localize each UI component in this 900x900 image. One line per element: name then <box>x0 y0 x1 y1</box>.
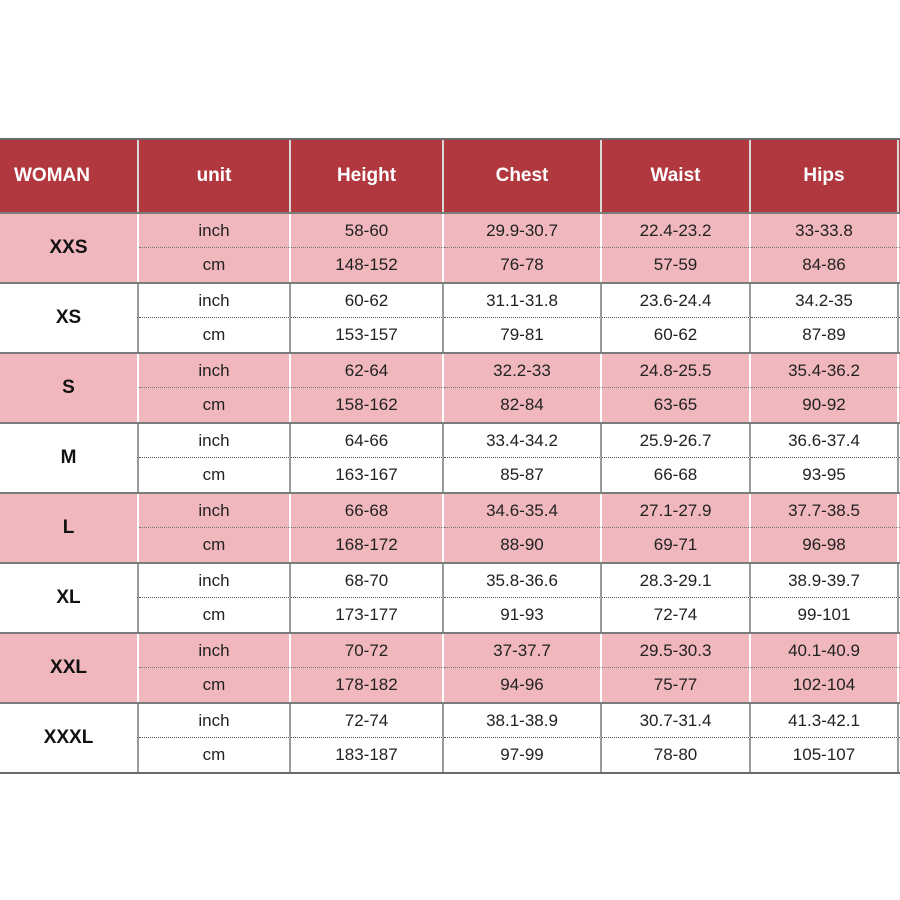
header-waist: Waist <box>602 140 751 212</box>
unit-cell: cm <box>139 738 291 772</box>
waist-cell: 29.5-30.3 <box>602 634 751 668</box>
chest-cell: 79-81 <box>444 318 602 352</box>
unit-cell: cm <box>139 668 291 702</box>
waist-cell: 24.8-25.5 <box>602 354 751 388</box>
hips-cell: 33-33.8 <box>751 214 899 248</box>
chest-cell: 88-90 <box>444 528 602 562</box>
hips-cell: 40.1-40.9 <box>751 634 899 668</box>
height-cell: 72-74 <box>291 704 444 738</box>
hips-cell: 41.3-42.1 <box>751 704 899 738</box>
size-label: L <box>0 494 139 562</box>
waist-cell: 30.7-31.4 <box>602 704 751 738</box>
waist-cell: 22.4-23.2 <box>602 214 751 248</box>
unit-cell: inch <box>139 704 291 738</box>
unit-cell: inch <box>139 634 291 668</box>
chest-cell: 37-37.7 <box>444 634 602 668</box>
unit-cell: inch <box>139 564 291 598</box>
waist-cell: 69-71 <box>602 528 751 562</box>
chest-cell: 32.2-33 <box>444 354 602 388</box>
height-cell: 60-62 <box>291 284 444 318</box>
header-unit: unit <box>139 140 291 212</box>
size-label: M <box>0 424 139 492</box>
height-cell: 178-182 <box>291 668 444 702</box>
unit-cell: cm <box>139 598 291 632</box>
height-cell: 183-187 <box>291 738 444 772</box>
size-label: XL <box>0 564 139 632</box>
waist-cell: 28.3-29.1 <box>602 564 751 598</box>
size-row-xxs <box>0 212 900 282</box>
height-cell: 168-172 <box>291 528 444 562</box>
hips-cell: 93-95 <box>751 458 899 492</box>
size-row-xl <box>0 562 900 632</box>
chest-cell: 33.4-34.2 <box>444 424 602 458</box>
unit-cell: inch <box>139 214 291 248</box>
size-row-xxl <box>0 632 900 702</box>
size-label: XXXL <box>0 704 139 772</box>
chest-cell: 85-87 <box>444 458 602 492</box>
height-cell: 153-157 <box>291 318 444 352</box>
chest-cell: 94-96 <box>444 668 602 702</box>
hips-cell: 37.7-38.5 <box>751 494 899 528</box>
hips-cell: 35.4-36.2 <box>751 354 899 388</box>
size-row-m <box>0 422 900 492</box>
waist-cell: 60-62 <box>602 318 751 352</box>
hips-cell: 90-92 <box>751 388 899 422</box>
header-height: Height <box>291 140 444 212</box>
chest-cell: 34.6-35.4 <box>444 494 602 528</box>
height-cell: 62-64 <box>291 354 444 388</box>
height-cell: 64-66 <box>291 424 444 458</box>
unit-cell: cm <box>139 318 291 352</box>
height-cell: 148-152 <box>291 248 444 282</box>
unit-cell: cm <box>139 458 291 492</box>
chest-cell: 97-99 <box>444 738 602 772</box>
hips-cell: 105-107 <box>751 738 899 772</box>
height-cell: 173-177 <box>291 598 444 632</box>
size-chart <box>0 138 900 774</box>
header-hips: Hips <box>751 140 899 212</box>
waist-cell: 66-68 <box>602 458 751 492</box>
chest-cell: 38.1-38.9 <box>444 704 602 738</box>
size-chart-header <box>0 140 900 212</box>
unit-cell: cm <box>139 528 291 562</box>
unit-cell: inch <box>139 354 291 388</box>
header-woman: WOMAN <box>0 140 139 212</box>
height-cell: 70-72 <box>291 634 444 668</box>
waist-cell: 57-59 <box>602 248 751 282</box>
hips-cell: 38.9-39.7 <box>751 564 899 598</box>
waist-cell: 25.9-26.7 <box>602 424 751 458</box>
size-row-s <box>0 352 900 422</box>
unit-cell: cm <box>139 248 291 282</box>
size-label: XXS <box>0 214 139 282</box>
size-chart-body <box>0 212 900 772</box>
size-row-xxxl <box>0 702 900 772</box>
hips-cell: 99-101 <box>751 598 899 632</box>
size-label: XXL <box>0 634 139 702</box>
unit-cell: inch <box>139 424 291 458</box>
hips-cell: 87-89 <box>751 318 899 352</box>
hips-cell: 96-98 <box>751 528 899 562</box>
waist-cell: 27.1-27.9 <box>602 494 751 528</box>
waist-cell: 78-80 <box>602 738 751 772</box>
hips-cell: 102-104 <box>751 668 899 702</box>
chest-cell: 76-78 <box>444 248 602 282</box>
height-cell: 58-60 <box>291 214 444 248</box>
chest-cell: 35.8-36.6 <box>444 564 602 598</box>
hips-cell: 34.2-35 <box>751 284 899 318</box>
waist-cell: 23.6-24.4 <box>602 284 751 318</box>
waist-cell: 63-65 <box>602 388 751 422</box>
size-label: S <box>0 354 139 422</box>
size-row-xs <box>0 282 900 352</box>
chest-cell: 91-93 <box>444 598 602 632</box>
unit-cell: inch <box>139 284 291 318</box>
unit-cell: cm <box>139 388 291 422</box>
chest-cell: 29.9-30.7 <box>444 214 602 248</box>
header-chest: Chest <box>444 140 602 212</box>
height-cell: 68-70 <box>291 564 444 598</box>
chest-cell: 82-84 <box>444 388 602 422</box>
height-cell: 163-167 <box>291 458 444 492</box>
unit-cell: inch <box>139 494 291 528</box>
size-label: XS <box>0 284 139 352</box>
waist-cell: 75-77 <box>602 668 751 702</box>
size-row-l <box>0 492 900 562</box>
chest-cell: 31.1-31.8 <box>444 284 602 318</box>
waist-cell: 72-74 <box>602 598 751 632</box>
hips-cell: 84-86 <box>751 248 899 282</box>
hips-cell: 36.6-37.4 <box>751 424 899 458</box>
height-cell: 66-68 <box>291 494 444 528</box>
height-cell: 158-162 <box>291 388 444 422</box>
